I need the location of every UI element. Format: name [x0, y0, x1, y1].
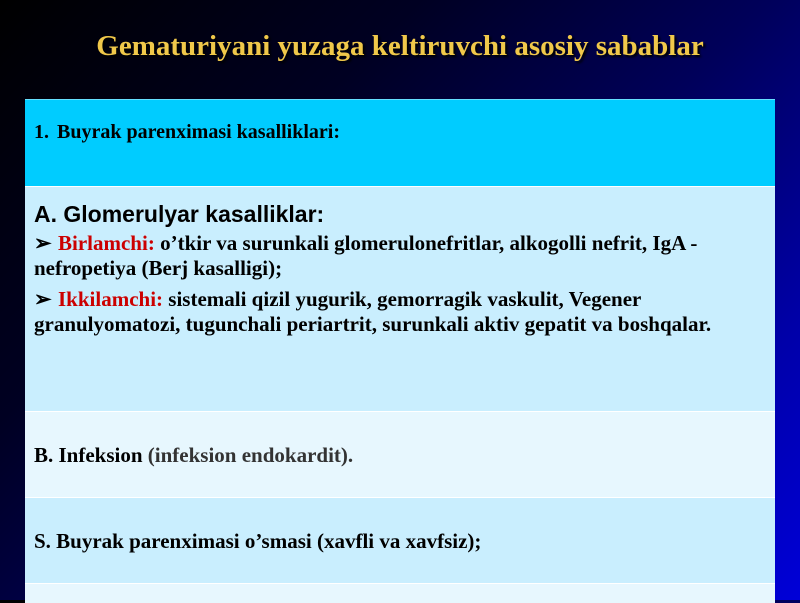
row-divider [25, 186, 775, 187]
infection-detail: (infeksion endokardit). [142, 443, 354, 467]
infection-text [34, 443, 763, 468]
row-divider [25, 497, 775, 498]
table-row-header [25, 99, 775, 186]
slide-title: Gematuriyani yuzaga keltiruvchi asosiy sabablar [96, 30, 704, 62]
arrow-bullet-icon: ➢ [34, 287, 52, 311]
row-label-parenchyma [34, 120, 763, 144]
row-label-text: Buyrak parenximasi kasalliklari: [57, 121, 341, 143]
arrow-bullet-icon: ➢ [34, 231, 52, 255]
table-row-empty [25, 583, 775, 603]
secondary-text: sistemali qizil yugurik, gemorragik vaskulit, Vegener granulyomatozi, tugunchali periartrit, surunkali aktiv gepatit va boshqalar. [34, 287, 712, 337]
infection-lead: B. Infeksion [34, 443, 143, 467]
list-item-primary [34, 231, 763, 281]
primary-text: o’tkir va surunkali glomerulonefritlar, alkogolli nefrit, IgA - nefropetiya (Berj kasalligi); [34, 231, 698, 281]
table-row-tumor [25, 497, 775, 583]
secondary-keyword: Ikkilamchi: [58, 287, 164, 311]
row-number: 1. [34, 121, 49, 143]
row-divider [25, 583, 775, 584]
table-row-glomerular [25, 186, 775, 411]
table-row-infection [25, 411, 775, 497]
primary-keyword: Birlamchi: [58, 231, 155, 255]
list-item-secondary [34, 287, 763, 337]
tumor-text: S. Buyrak parenximasi o’smasi (xavfli va xavfsiz); [34, 529, 482, 553]
row-divider [25, 411, 775, 412]
glomerular-heading: A. Glomerulyar kasalliklar: [34, 201, 325, 227]
